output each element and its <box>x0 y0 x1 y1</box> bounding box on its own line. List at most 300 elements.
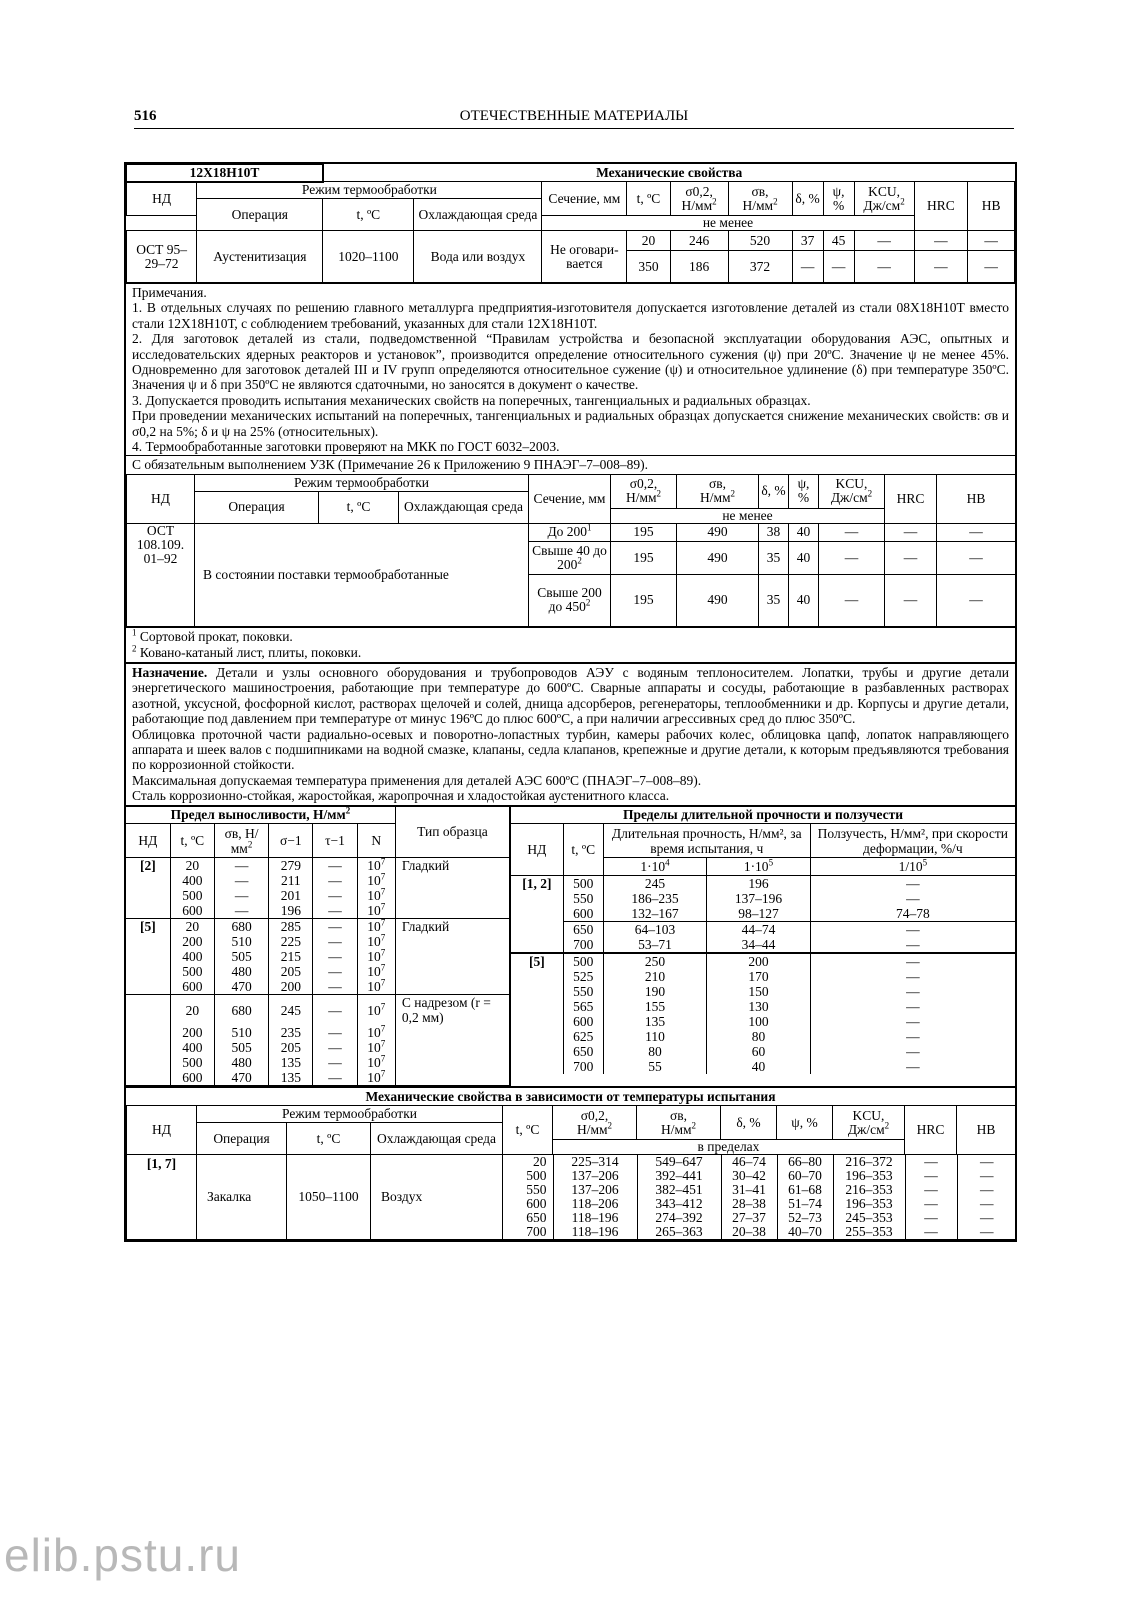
col-t: t, ºC <box>170 824 214 858</box>
col-temp: t, ºC <box>319 491 399 523</box>
cell: — <box>957 1183 1016 1197</box>
cell: 80 <box>603 1044 706 1059</box>
row-type <box>395 964 509 979</box>
col-creep: Ползучесть, Н/мм², при скорости деформации, %/ч <box>810 824 1015 858</box>
uzk-note: С обязательным выполнением УЗК (Примечание 26 к Приложению 9 ПНАЭГ–7–008–89). <box>126 455 1015 473</box>
row-type <box>395 873 509 888</box>
col-nd: НД <box>127 474 195 523</box>
n-base: 10 <box>367 1055 381 1071</box>
cell: 200 <box>269 979 313 995</box>
cell: 216–372 <box>833 1155 905 1169</box>
cell: 245–353 <box>833 1211 905 1225</box>
cell: 245 <box>603 876 706 892</box>
cell-n <box>357 1040 395 1055</box>
cell: 650 <box>503 1211 553 1225</box>
cell: 700 <box>563 937 603 953</box>
col-nd: НД <box>127 1106 197 1155</box>
cell: 505 <box>214 1040 268 1055</box>
cell: 135 <box>269 1055 313 1070</box>
cell: 680 <box>214 919 268 935</box>
col-kcu: KCU, $Дж/см^2$ <box>819 474 885 508</box>
note-line: 1. В отдельных случаях по решению главного металлурга предприятия-изготовителя допускается изготовление деталей из стали 08Х18Н10Т вместо стали 12Х18Н10Т, с соблюдением требований, указанных для стали 12Х18Н10Т. <box>132 300 1009 331</box>
col-d: δ, % <box>721 1106 777 1140</box>
cell: 600 <box>563 906 603 922</box>
fatigue-table <box>126 807 509 1087</box>
col-s02: σ0,2, $Н/мм^2$ <box>670 182 728 216</box>
cell-n <box>357 858 395 874</box>
cell: — <box>957 1197 1016 1211</box>
cell: 525 <box>563 969 603 984</box>
mech-props-table <box>126 164 1015 283</box>
row-type <box>395 903 509 919</box>
n-exp: 7 <box>380 886 386 897</box>
row-cool: Воздух <box>371 1155 503 1240</box>
cell: 186 <box>670 251 728 283</box>
col-h3: $1/10^5$ <box>810 858 1015 876</box>
row-op: Аустенитизация <box>197 231 323 283</box>
row-nd: [5] <box>511 953 563 969</box>
cell: — <box>819 574 885 626</box>
n-base: 10 <box>367 888 381 904</box>
creep-title: Пределы длительной прочности и ползучести <box>511 807 1015 824</box>
row-nd <box>511 891 563 906</box>
note-line: Примечания. <box>132 285 207 300</box>
col-hrc: HRC <box>914 182 968 231</box>
col-cool: Охлаждающая среда <box>414 199 542 231</box>
cell: — <box>313 995 357 1026</box>
cell: 118–206 <box>553 1197 637 1211</box>
cell: 500 <box>170 964 214 979</box>
cell: 200 <box>170 1025 214 1040</box>
cell: 135 <box>269 1070 313 1086</box>
mech-title: Механические свойства <box>596 164 743 180</box>
cell-n <box>357 873 395 888</box>
col-long: Длительная прочность, Н/мм², за время испытания, ч <box>603 824 810 858</box>
col-psi: ψ, % <box>789 474 819 508</box>
n-base: 10 <box>367 934 381 950</box>
cell: 38 <box>759 523 789 541</box>
cell: 285 <box>269 919 313 935</box>
cell: 205 <box>269 1040 313 1055</box>
cell: 28–38 <box>721 1197 777 1211</box>
cell: 480 <box>214 964 268 979</box>
cell: — <box>313 949 357 964</box>
row-nd <box>511 922 563 938</box>
cell: 118–196 <box>553 1225 637 1239</box>
col-kcu: KCU, $Дж/см^2$ <box>833 1106 905 1140</box>
row-section: Не оговари-вается <box>542 231 627 283</box>
n-base: 10 <box>367 873 381 889</box>
cell: — <box>885 541 937 574</box>
cell: 190 <box>603 984 706 999</box>
cell: 55 <box>603 1059 706 1074</box>
cell: — <box>810 953 1015 969</box>
n-exp: 7 <box>380 1001 386 1012</box>
n-exp: 7 <box>380 901 386 912</box>
row-type: Гладкий <box>395 858 509 874</box>
cell: 343–412 <box>637 1197 721 1211</box>
col-nd: НД <box>127 182 197 216</box>
cell: 500 <box>563 953 603 969</box>
cell-n <box>357 888 395 903</box>
cell: 35 <box>759 574 789 626</box>
cell: 350 <box>627 251 670 283</box>
cell: 20 <box>503 1155 553 1169</box>
n-exp: 7 <box>380 917 386 928</box>
cell: 195 <box>611 574 677 626</box>
cell: — <box>957 1225 1016 1239</box>
row-type: Гладкий <box>395 919 509 935</box>
cell: 130 <box>707 999 810 1014</box>
cell-n <box>357 979 395 995</box>
cell: 235 <box>269 1025 313 1040</box>
row-type <box>395 979 509 995</box>
row-section: Свыше 40 до $200^2$ <box>529 541 611 574</box>
n-base: 10 <box>367 1040 381 1056</box>
cell: — <box>823 251 854 283</box>
col-regime: Режим термообработки <box>195 474 529 491</box>
row-type <box>395 888 509 903</box>
row-nd <box>511 999 563 1014</box>
row-nd <box>126 903 170 919</box>
purpose-block: Назначение. Детали и узлы основного оборудования и трубопроводов АЭУ с водяным теплоносителем. Лопатки, трубы и другие детали энергетического машиностроения, работающие при температуре до 600ºC. Сварные аппараты и сосуды, работающие в разбавленных растворах азотной, уксусной, фосфорной кислот, растворах щелочей и солей, днища адсорберов, регенераторы, теплообменники и др. Корпусы и другие детали, работающие под давлением при температуре от минус 196ºC до плюс 600ºC, а при наличии агрессивных сред до плюс 350ºC. Облицовка проточной части радиально-осевых и поворотно-лопастных турбин, камеры рабочих колес, облицовка цапф, лопаток направляющего аппарата и шеек валов с подшипниками на водной смазке, клапаны, седла клапанов, крепежные и другие детали, к которым предъявляются требования по коррозионной стойкости. Максимальная допускаемая температура применения для деталей АЭС 600ºC (ПНАЭГ–7–008–89). Сталь коррозионно-стойкая, жаростойкая, жаропрочная и хладостойкая аустенитного класса. <box>126 662 1015 805</box>
cell: 600 <box>170 1070 214 1086</box>
note-line: При проведении механических испытаний на поперечных, тангенциальных и радиальных образцах допускается снижение механических свойств: σв и σ0,2 на 5%; δ и ψ на 25% (относительных). <box>132 408 1009 439</box>
cell: 195 <box>611 541 677 574</box>
cell: 480 <box>214 1055 268 1070</box>
cell: 565 <box>563 999 603 1014</box>
row-nd <box>511 906 563 922</box>
row-type <box>395 1025 509 1040</box>
row-nd <box>511 1044 563 1059</box>
cell: 510 <box>214 934 268 949</box>
row-nd <box>126 1025 170 1040</box>
cell: 211 <box>269 873 313 888</box>
row-nd <box>126 979 170 995</box>
col-h2: $1\cdot 10^5$ <box>707 858 810 876</box>
cell: — <box>313 1055 357 1070</box>
cell: 600 <box>503 1197 553 1211</box>
steel-datasheet <box>124 162 1017 1242</box>
cell: 225 <box>269 934 313 949</box>
cell: 40 <box>789 541 819 574</box>
cell: 20 <box>170 919 214 935</box>
cell: 700 <box>563 1059 603 1074</box>
cell: 510 <box>214 1025 268 1040</box>
cell: 66–80 <box>777 1155 833 1169</box>
cell: 650 <box>563 1044 603 1059</box>
cell: 20–38 <box>721 1225 777 1239</box>
col-type: Тип образца <box>395 807 509 858</box>
cell: — <box>937 541 1016 574</box>
note-line: 3. Допускается проводить испытания механических свойств на поперечных, тангенциальных и радиальных образцах. <box>132 392 811 408</box>
row-nd <box>126 873 170 888</box>
cell: — <box>313 979 357 995</box>
cell: — <box>854 231 914 251</box>
cell: 40 <box>789 523 819 541</box>
cell: 372 <box>728 251 792 283</box>
cell-n <box>357 949 395 964</box>
row-nd: ОСТ 95–29–72 <box>127 231 197 283</box>
cell: — <box>810 891 1015 906</box>
cell: 392–441 <box>637 1169 721 1183</box>
cell: 80 <box>707 1029 810 1044</box>
n-exp: 7 <box>380 856 386 867</box>
col-s-1: σ−1 <box>269 824 313 858</box>
ost-table <box>126 474 1016 627</box>
cell: 600 <box>170 979 214 995</box>
row-section: Свыше 200 до $450^2$ <box>529 574 611 626</box>
n-exp: 7 <box>380 1068 386 1079</box>
cell: 400 <box>170 1040 214 1055</box>
cell: — <box>313 1025 357 1040</box>
n-base: 10 <box>367 903 381 919</box>
cell: 470 <box>214 979 268 995</box>
row-temp: 1020–1100 <box>323 231 414 283</box>
cell: 250 <box>603 953 706 969</box>
page-header <box>134 108 1014 129</box>
cell: 60–70 <box>777 1169 833 1183</box>
n-base: 10 <box>367 1002 381 1018</box>
cell: 520 <box>728 231 792 251</box>
cell: 137–206 <box>553 1169 637 1183</box>
col-hb: HB <box>937 474 1016 523</box>
row-nd <box>126 888 170 903</box>
row-nd <box>511 1014 563 1029</box>
cell: — <box>313 858 357 874</box>
cell: 30–42 <box>721 1169 777 1183</box>
col-s02: σ0,2, $Н/мм^2$ <box>611 474 677 508</box>
cell: 40 <box>707 1059 810 1074</box>
col-sv: σв, $Н/мм^2$ <box>214 824 268 858</box>
cell: — <box>810 1029 1015 1044</box>
cell: 490 <box>677 541 759 574</box>
cell-n <box>357 903 395 919</box>
cell: 100 <box>707 1014 810 1029</box>
footnotes: $^1$ Сортовой прокат, поковки. $^2$ Ковано-катаный лист, плиты, поковки. <box>126 627 1015 662</box>
row-nd <box>511 984 563 999</box>
cell-n <box>357 964 395 979</box>
cell-n <box>357 1055 395 1070</box>
cell: 52–73 <box>777 1211 833 1225</box>
col-s02: σ0,2, $Н/мм^2$ <box>553 1106 637 1140</box>
cell: — <box>810 1044 1015 1059</box>
cell-n <box>357 919 395 935</box>
cell: — <box>313 934 357 949</box>
cell: — <box>313 919 357 935</box>
col-operation: Операция <box>197 199 323 231</box>
cell: 132–167 <box>603 906 706 922</box>
cell: — <box>810 922 1015 938</box>
cell: — <box>313 888 357 903</box>
cell: 400 <box>170 949 214 964</box>
col-operation: Операция <box>195 491 319 523</box>
n-base: 10 <box>367 979 381 995</box>
cell: 210 <box>603 969 706 984</box>
cell: — <box>214 903 268 919</box>
cell: — <box>905 1169 957 1183</box>
cell: 600 <box>170 903 214 919</box>
n-base: 10 <box>367 919 381 935</box>
cell: — <box>313 873 357 888</box>
cell: — <box>957 1155 1016 1169</box>
col-hrc: HRC <box>885 474 937 523</box>
cell: 550 <box>563 891 603 906</box>
cell: 44–74 <box>707 922 810 938</box>
cell: — <box>792 251 823 283</box>
cell: — <box>914 231 968 251</box>
row-type <box>395 934 509 949</box>
col-d: δ, % <box>792 182 823 216</box>
cell: 549–647 <box>637 1155 721 1169</box>
cell: 186–235 <box>603 891 706 906</box>
row-type: С надрезом (r = 0,2 мм) <box>395 995 509 1026</box>
min-label: не менее <box>542 216 914 231</box>
n-exp: 7 <box>380 871 386 882</box>
cell: — <box>968 251 1015 283</box>
cell: 196 <box>269 903 313 919</box>
row-nd <box>511 937 563 953</box>
col-temp: t, ºC <box>323 199 414 231</box>
creep-table <box>511 807 1015 1075</box>
note-line: 4. Термообработанные заготовки проверяют на МКК по ГОСТ 6032–2003. <box>132 439 560 455</box>
cell: 600 <box>563 1014 603 1029</box>
cell: — <box>957 1211 1016 1225</box>
col-d: δ, % <box>759 474 789 508</box>
watermark: elib.pstu.ru <box>4 1529 242 1581</box>
cell: 500 <box>503 1169 553 1183</box>
fatigue-title: Предел выносливости, $Н/мм^2$ <box>126 807 395 824</box>
cell: — <box>905 1183 957 1197</box>
cell: — <box>937 574 1016 626</box>
cell: 550 <box>563 984 603 999</box>
cell: — <box>885 523 937 541</box>
col-section: Сечение, мм <box>542 182 627 216</box>
cell: — <box>810 969 1015 984</box>
row-nd <box>126 934 170 949</box>
cell: 60 <box>707 1044 810 1059</box>
page-number: 516 <box>134 108 157 124</box>
col-hb: HB <box>968 182 1015 231</box>
cell: 550 <box>503 1183 553 1197</box>
cell: — <box>905 1211 957 1225</box>
cell: — <box>810 984 1015 999</box>
cell: 625 <box>563 1029 603 1044</box>
cell: 98–127 <box>707 906 810 922</box>
cell: — <box>810 999 1015 1014</box>
cell: — <box>885 574 937 626</box>
cell: 500 <box>170 1055 214 1070</box>
cell: 118–196 <box>553 1211 637 1225</box>
col-kcu: KCU, $Дж/см^2$ <box>854 182 914 216</box>
cell: — <box>810 937 1015 953</box>
cell: 246 <box>670 231 728 251</box>
col-operation: Операция <box>197 1123 287 1155</box>
n-base: 10 <box>367 1025 381 1041</box>
row-type <box>395 1055 509 1070</box>
cell: 205 <box>269 964 313 979</box>
note-line: 2. Для заготовок деталей из стали, подведомственной “Правилам устройства и безопасной эксплуатации оборудования АЭС, опытных и исследовательских ядерных реакторов и установок”, производится определение относительного сужения (ψ) при 20ºC. Значение ψ не менее 45%. Одновременно для заготовок деталей III и IV групп определяются относительное сужение (ψ) и относительное удлинение (δ) при температуре 350ºC. Значения ψ и δ при 350ºC не являются сдаточными, но заносятся в документ о качестве. <box>132 331 1009 393</box>
row-op: Закалка <box>197 1155 287 1240</box>
cell: 31–41 <box>721 1183 777 1197</box>
cell: 53–71 <box>603 937 706 953</box>
cell: 40 <box>789 574 819 626</box>
cell: — <box>313 964 357 979</box>
row-type <box>395 1040 509 1055</box>
row-nd <box>126 1070 170 1086</box>
cell: — <box>905 1225 957 1239</box>
row-type <box>395 1070 509 1086</box>
row-type <box>395 949 509 964</box>
row-op: В состоянии поставки термообработанные <box>195 523 529 626</box>
cell: 265–363 <box>637 1225 721 1239</box>
cell: 490 <box>677 574 759 626</box>
cell-n <box>357 1070 395 1086</box>
cell: 500 <box>170 888 214 903</box>
cell: 470 <box>214 1070 268 1086</box>
n-exp: 7 <box>380 962 386 973</box>
cell: 225–314 <box>553 1155 637 1169</box>
row-nd <box>511 1029 563 1044</box>
cell: 20 <box>170 858 214 874</box>
cell: 196–353 <box>833 1169 905 1183</box>
row-nd <box>126 1040 170 1055</box>
cell: — <box>905 1155 957 1169</box>
col-t: t, ºC <box>563 824 603 876</box>
cell: 27–37 <box>721 1211 777 1225</box>
col-regime: Режим термообработки <box>197 1106 503 1123</box>
cell: 61–68 <box>777 1183 833 1197</box>
cell: — <box>214 858 268 874</box>
cell: 500 <box>563 876 603 892</box>
col-cool: Охлаждающая среда <box>371 1123 503 1155</box>
cell: — <box>810 1014 1015 1029</box>
cell: 45 <box>823 231 854 251</box>
cell: 400 <box>170 873 214 888</box>
col-t: t, ºC <box>503 1106 553 1155</box>
col-section: Сечение, мм <box>529 474 611 523</box>
cell: 245 <box>269 995 313 1026</box>
col-n: N <box>357 824 395 858</box>
steel-grade: 12Х18Н10Т <box>127 165 323 182</box>
cell: — <box>313 1040 357 1055</box>
temp-props-table <box>126 1105 1016 1240</box>
row-nd <box>126 949 170 964</box>
row-nd <box>126 1055 170 1070</box>
row-temp: 1050–1100 <box>287 1155 371 1240</box>
cell: — <box>214 873 268 888</box>
cell: — <box>957 1169 1016 1183</box>
cell: 170 <box>707 969 810 984</box>
cell: 20 <box>627 231 670 251</box>
n-exp: 7 <box>380 977 386 988</box>
cell: 137–206 <box>553 1183 637 1197</box>
temp-title: Механические свойства в зависимости от температуры испытания <box>126 1086 1015 1105</box>
cell: — <box>914 251 968 283</box>
cell: — <box>819 541 885 574</box>
cell: 274–392 <box>637 1211 721 1225</box>
cell: 196 <box>707 876 810 892</box>
cell: 40–70 <box>777 1225 833 1239</box>
row-nd: [2] <box>126 858 170 874</box>
cell: — <box>313 903 357 919</box>
cell: 505 <box>214 949 268 964</box>
cell: 150 <box>707 984 810 999</box>
cell: — <box>214 888 268 903</box>
col-t: t, ºC <box>627 182 670 216</box>
cell: — <box>819 523 885 541</box>
page-title: ОТЕЧЕСТВЕННЫЕ МАТЕРИАЛЫ <box>459 108 689 124</box>
